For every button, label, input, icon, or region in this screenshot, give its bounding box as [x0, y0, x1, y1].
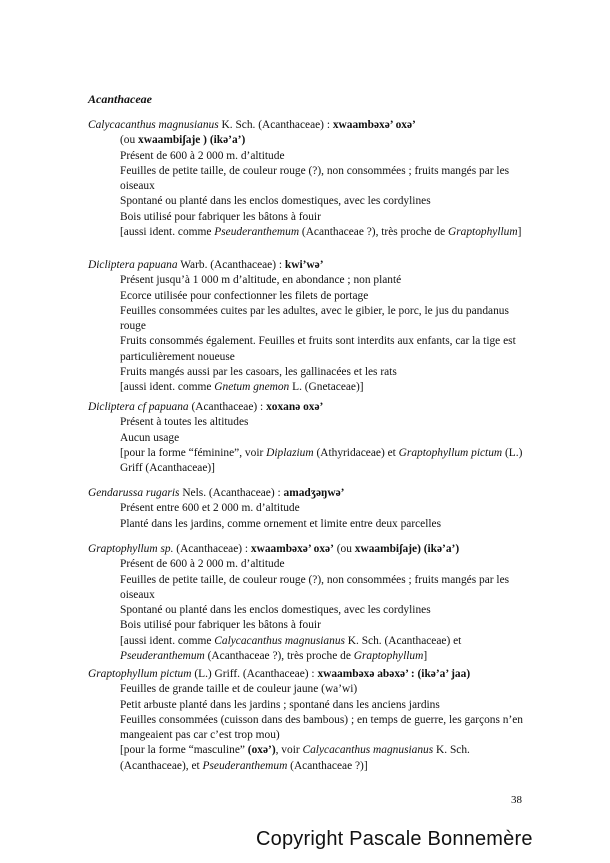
entry-line: Spontané ou planté dans les enclos domestiques, avec les cordylines [120, 604, 431, 617]
entry-line: Présent à toutes les altitudes [120, 416, 249, 429]
alt-vernacular: xwaambiʃaje ) (ikə’a’) [138, 134, 246, 147]
vernacular-name: kwi’wə’ [284, 259, 324, 271]
entry-line: Feuilles de grande taille et de couleur jaune (wa’wi) [120, 683, 358, 696]
entry-line: Feuilles consommées (cuisson dans des bambous) ; en temps de guerre, les garçons n’en mangeaient pas car c’est trop mou) [120, 713, 524, 742]
entry-note: [aussi ident. comme Calycacanthus magnusianus K. Sch. (Acanthaceae) et Pseuderanthemum (Acanthaceae ?), très proche de Graptophyllum] [120, 634, 462, 663]
entry-line: Petit arbuste planté dans les jardins ; spontané dans les anciens jardins [120, 698, 440, 711]
species-name: Dicliptera cf papuana [88, 401, 189, 413]
species-author: (Acanthaceae) : [173, 543, 251, 555]
entry-line: Bois utilisé pour fabriquer les bâtons à fouir [120, 619, 321, 632]
entry-calycacanthus [88, 118, 528, 240]
species-author: Nels. (Acanthaceae) : [179, 487, 284, 499]
species-name: Graptophyllum pictum [88, 668, 192, 680]
vernacular-name: xoxanə oxə’ [266, 401, 324, 413]
entry-line: Fruits mangés aussi par les casoars, les gallinacées et les rats [120, 366, 397, 379]
page-number: 38 [511, 794, 522, 806]
species-author: Warb. (Acanthaceae) : [177, 259, 285, 271]
entry-dicliptera-cf-papuana [88, 400, 528, 476]
vernacular-name: xwaambəxə abəxə’ : (ikə’a’ jaa) [317, 668, 471, 680]
entry-line: Spontané ou planté dans les enclos domestiques, avec les cordylines [120, 195, 431, 208]
alt-vernacular: xwaambiʃaje) (ikə’a’) [354, 543, 460, 555]
species-author: K. Sch. (Acanthaceae) : [218, 119, 333, 131]
entry-line: Feuilles de petite taille, de couleur rouge (?), non consommées ; fruits mangés par les oiseaux [120, 573, 510, 601]
species-author: (Acanthaceae) : [188, 401, 267, 413]
entry-note: [aussi ident. comme Gnetum gnemon L. (Gnetaceae)] [120, 381, 364, 394]
vernacular-name: xwaambəxə’ oxə’ [332, 119, 416, 131]
species-name: Gendarussa rugaris [88, 487, 180, 499]
entry-line: Planté dans les jardins, comme ornement et limite entre deux parcelles [120, 517, 442, 530]
entry-graptophyllum-pictum [88, 667, 528, 774]
species-name: Graptophyllum sp. [88, 543, 174, 555]
entry-line: Feuilles de petite taille, de couleur rouge (?), non consommées ; fruits mangés par les oiseaux [120, 164, 510, 193]
entry-line: Ecorce utilisée pour confectionner les filets de portage [120, 289, 369, 302]
entry-line: Présent de 600 à 2 000 m. d’altitude [120, 558, 285, 571]
entry-line: Présent de 600 à 2 000 m. d’altitude [120, 149, 285, 162]
entry-note: [pour la forme “masculine” (oxə’), voir Calycacanthus magnusianus K. Sch. (Acanthaceae), et Pseuderanthemum (Acanthaceae ?)] [120, 744, 470, 772]
copyright-watermark: Copyright Pascale Bonnemère [256, 828, 533, 850]
entry-dicliptera-papuana [88, 258, 528, 396]
vernacular-name: amadʒəŋwə’ [283, 487, 345, 499]
alt-prefix: (ou [120, 134, 139, 147]
entry-line: Feuilles consommées cuites par les adultes, avec le gibier, le porc, le jus du pandanus rouge [120, 304, 509, 333]
entry-graptophyllum-sp: Graptophyllum sp. (Acanthaceae) : xwaambəxə’ oxə’ (ou xwaambiʃaje) (ikə’a’) Présent de 600 à 2 000 m. d’altitude Feuilles de petite taille, de couleur rouge (?), non consommées ; fruits mangés par les oiseaux Spontané ou planté dans les enclos domestiques, avec les cordylines Bois utilisé pour fabriquer les bâtons à fouir [aussi ident. comme Calycacanthus magnusianus K. Sch. (Acanthaceae) et Pseuderanthemum (Acanthaceae ?), très proche de Graptophyllum] [88, 542, 528, 664]
species-name: Dicliptera papuana [88, 259, 178, 271]
entry-line: Présent jusqu’à 1 000 m d’altitude, en abondance ; non planté [120, 274, 402, 287]
species-name: Calycacanthus magnusianus [88, 119, 219, 131]
entry-gendarussa [88, 486, 528, 532]
entry-note: [pour la forme “féminine”, voir Diplazium (Athyridaceae) et Graptophyllum pictum (L.) Griff (Acanthaceae)] [120, 446, 523, 475]
entry-line: Aucun usage [120, 431, 180, 444]
entry-line: Fruits consommés également. Feuilles et fruits sont interdits aux enfants, car la tige est particulièrement noueuse [120, 335, 516, 363]
entry-line: Bois utilisé pour fabriquer les bâtons à fouir [120, 210, 321, 223]
entry-line: Présent entre 600 et 2 000 m. d’altitude [120, 502, 300, 515]
entry-note: [aussi ident. comme Pseuderanthemum (Acanthaceae ?), très proche de Graptophyllum] [120, 226, 522, 239]
vernacular-name: xwaambəxə’ oxə’ [250, 543, 334, 555]
species-author: (L.) Griff. (Acanthaceae) : [191, 668, 318, 680]
section-heading: Acanthaceae [88, 92, 152, 106]
